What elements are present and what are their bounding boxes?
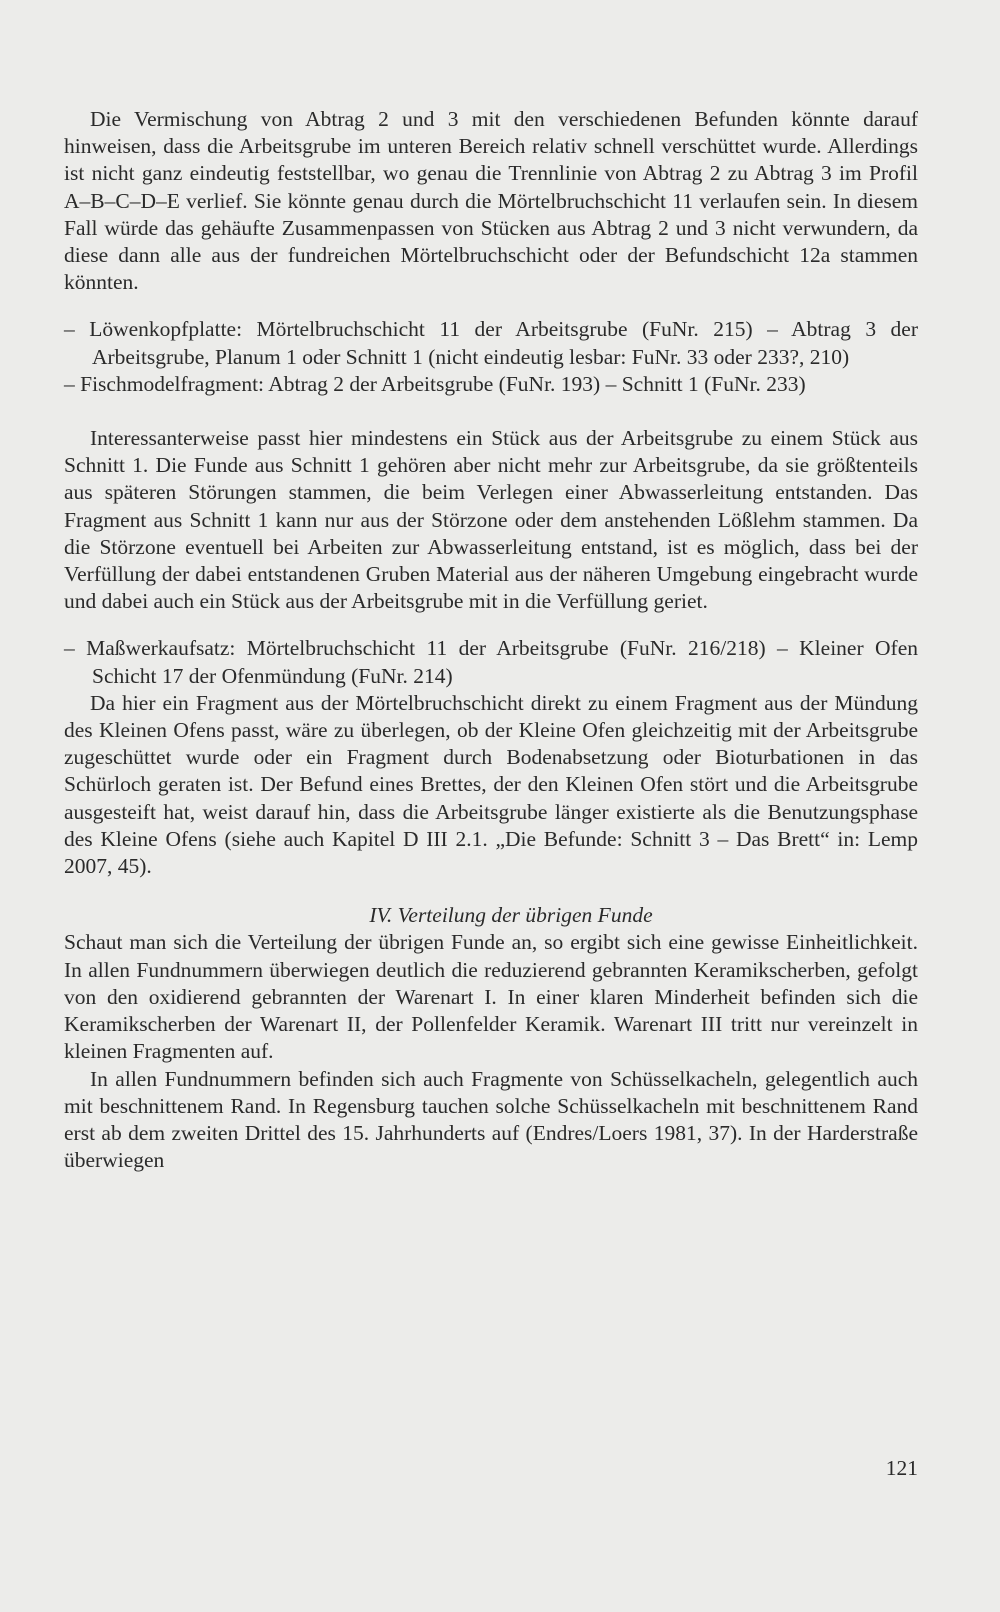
paragraph-kleiner-ofen: Da hier ein Fragment aus der Mörtelbruchschicht direkt zu einem Fragment aus der Mündung des Kleinen Ofens passt, wäre zu überlegen, ob der Kleine Ofen gleichzeitig mit der Arbeitsgrube zugeschüttet wurde oder ein Fragment durch Bodenabsetzung oder Bioturbationen in das Schürloch geraten ist. Der Befund eines Brettes, der den Kleinen Ofen stört und die Arbeitsgrube ausgesteift hat, weist darauf hin, dass die Arbeitsgrube länger existierte als die Benutzungsphase des Kleine Ofens (siehe auch Kapitel D III 2.1. „Die Befunde: Schnitt 3 – Das Brett“ in: Lemp 2007, 45).: [64, 690, 918, 879]
page-body: [64, 106, 918, 1174]
paragraph-verteilung: Schaut man sich die Verteilung der übrigen Funde an, so ergibt sich eine gewisse Einheitlichkeit. In allen Fundnummern überwiegen deutlich die reduzierend gebrannten Keramikscherben, gefolgt von den oxidierend gebrannten der Warenart I. In einer klaren Minderheit befinden sich die Keramikscherben der Warenart II, der Pollenfelder Keramik. Warenart III tritt nur vereinzelt in kleinen Fragmenten auf.: [64, 930, 918, 1064]
page-number: 121: [885, 1456, 918, 1480]
paragraph-interessanterweise: Interessanterweise passt hier mindestens ein Stück aus der Arbeitsgrube zu einem Stück aus Schnitt 1. Die Funde aus Schnitt 1 gehören aber nicht mehr zur Arbeitsgrube, da sie größtenteils aus späteren Störungen stammen, die beim Verlegen einer Abwasserleitung entstanden. Das Fragment aus Schnitt 1 kann nur aus der Störzone oder dem anstehenden Lößlehm stammen. Da die Störzone eventuell bei Arbeiten zur Abwasserleitung entstand, ist es möglich, dass bei der Verfüllung der dabei entstandenen Gruben Material aus der näheren Umgebung eingebracht wurde und dabei auch ein Stück aus der Arbeitsgrube mit in die Verfüllung geriet.: [64, 426, 918, 614]
paragraph-schuesselkacheln: In allen Fundnummern befinden sich auch Fragmente von Schüsselkacheln, gelegentlich auch mit beschnittenem Rand. In Regensburg tauchen solche Schüsselkacheln mit beschnittenem Rand erst ab dem zweiten Drittel des 15. Jahrhunderts auf (Endres/Loers 1981, 37). In der Harderstraße überwiegen: [64, 1066, 918, 1173]
list-item-loewenkopfplatte: – Löwenkopfplatte: Mörtelbruchschicht 11 der Arbeitsgrube (FuNr. 215) – Abtrag 3 der Arbeitsgrube, Planum 1 oder Schnitt 1 (nicht eindeutig lesbar: FuNr. 33 oder 233?, 210): [64, 317, 918, 369]
paragraph-vermischung: Die Vermischung von Abtrag 2 und 3 mit den verschiedenen Befunden könnte darauf hinweisen, dass die Arbeitsgrube im unteren Bereich relativ schnell verschüttet wurde. Allerdings ist nicht ganz eindeutig feststellbar, wo genau die Trennlinie von Abtrag 2 zu Abtrag 3 im Profil A–B–C–D–E verlief. Sie könnte genau durch die Mörtelbruchschicht 11 verlaufen sein. In diesem Fall würde das gehäufte Zusammenpassen von Stücken aus Abtrag 2 und 3 nicht verwundern, da diese dann alle aus der fundreichen Mörtelbruchschicht oder der Befundschicht 12a stammen könnten.: [64, 107, 918, 295]
section-heading: IV. Verteilung der übrigen Funde: [369, 903, 653, 928]
list-item-fischmodelfragment: – Fischmodelfragment: Abtrag 2 der Arbeitsgrube (FuNr. 193) – Schnitt 1 (FuNr. 233): [64, 371, 806, 396]
list-item-masswerkaufsatz: – Maßwerkaufsatz: Mörtelbruchschicht 11 der Arbeitsgrube (FuNr. 216/218) – Kleiner Ofen Schicht 17 der Ofenmündung (FuNr. 214): [64, 636, 918, 688]
